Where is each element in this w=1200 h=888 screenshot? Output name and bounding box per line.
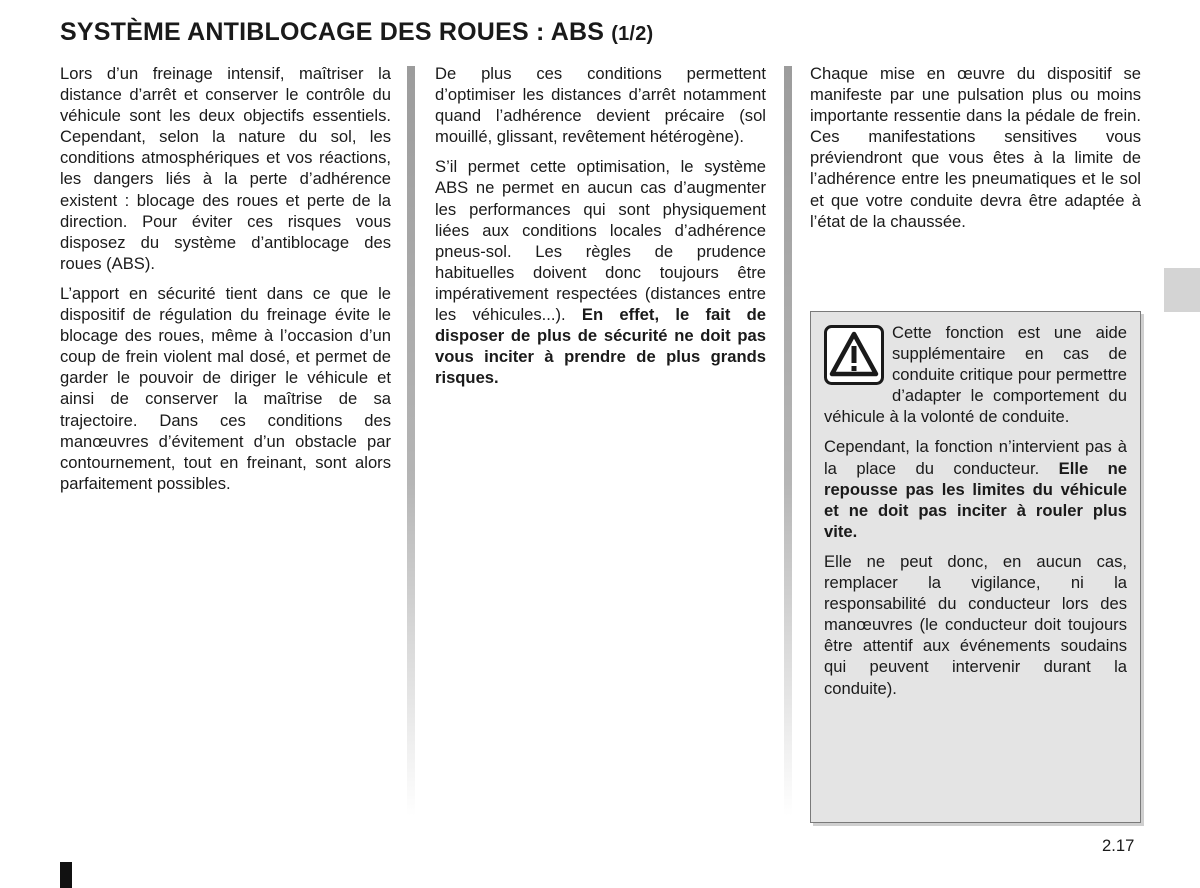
corner-marker: [60, 862, 72, 888]
column-3: [810, 63, 1141, 241]
column-divider-2: [784, 66, 792, 816]
warning-paragraph-2-text: Cependant, la fonction n’intervient pas à la place du conducteur.: [824, 437, 1127, 478]
column-2-paragraph-2-text: S’il permet cette optimisation, le système ABS ne permet en aucun cas d’augmenter les performances qui sont physiquement liées aux conditions locales d’adhérence pneus-sol. Les règles de prudence habituelles doivent donc toujours être impérativement respectées (distances entre les véhicules...).: [435, 157, 766, 325]
column-3-paragraph-1: Chaque mise en œuvre du dispositif se manifeste par une pulsation plus ou moins importante ressentie dans la pédale de frein. Ces manifestations sensitives vous préviendront que vous êtes à la limite de l’adhérence entre les pneumatiques et le sol et que votre conduite devra être adaptée à l’état de la chaussée.: [810, 64, 1141, 231]
column-1: [60, 63, 391, 503]
section-tab: [1164, 268, 1200, 312]
column-2: [435, 63, 766, 397]
warning-triangle-icon: [824, 325, 884, 385]
column-2-paragraph-1: De plus ces conditions permettent d’optimiser les distances d’arrêt notamment quand l’adhérence devient précaire (sol mouillé, glissant, revêtement hétérogène).: [435, 64, 766, 147]
column-divider-1: [407, 66, 415, 816]
warning-bold-text: Elle ne repousse pas les limites du véhicule et ne doit pas inciter à rouler plus vite.: [824, 458, 1127, 541]
warning-paragraph-3: Elle ne peut donc, en aucun cas, remplacer la vigilance, ni la responsabilité du conducteur lors des manœuvres (le conducteur doit toujours être attentif aux événements soudains qui peuvent intervenir durant la conduite).: [824, 551, 1127, 698]
title-main: SYSTÈME ANTIBLOCAGE DES ROUES : ABS: [60, 18, 605, 46]
column-2-bold-warning: En effet, le fait de disposer de plus de sécurité ne doit pas vous inciter à prendre de plus grands risques.: [435, 305, 766, 388]
warning-box: [810, 311, 1141, 823]
page-title: [60, 18, 653, 47]
column-2-paragraph-2: [435, 156, 766, 388]
title-part: (1/2): [611, 23, 654, 45]
warning-paragraph-2: [824, 436, 1127, 541]
column-1-paragraph-1: Lors d’un freinage intensif, maîtriser la distance d’arrêt et conserver le contrôle du véhicule sont les deux objectifs essentiels. Cependant, selon la nature du sol, les conditions atmosphériques et vos réactions, les dangers liés à la perte d’adhérence existent : blocage des roues et perte de la direction. Pour éviter ces risques vous disposez du système d’antiblocage des roues (ABS).: [60, 64, 391, 273]
page-number: 2.17: [1102, 836, 1135, 855]
warning-paragraph-1: Cette fonction est une aide supplémentaire en cas de conduite critique pour permettre d’adapter le comportement du véhicule à la volonté de conduite.: [824, 323, 1127, 427]
column-1-paragraph-2: L’apport en sécurité tient dans ce que le dispositif de régulation du freinage évite le blocage des roues, même à l’occasion d’un coup de frein violent mal dosé, et permet de garder le pouvoir de diriger le véhicule et ainsi de conserver la maîtrise de sa trajectoire. Dans ces conditions des manœuvres d’évitement d’un obstacle par contournement, tout en freinant, sont alors parfaitement possibles.: [60, 283, 391, 493]
warning-text: [824, 322, 1127, 708]
